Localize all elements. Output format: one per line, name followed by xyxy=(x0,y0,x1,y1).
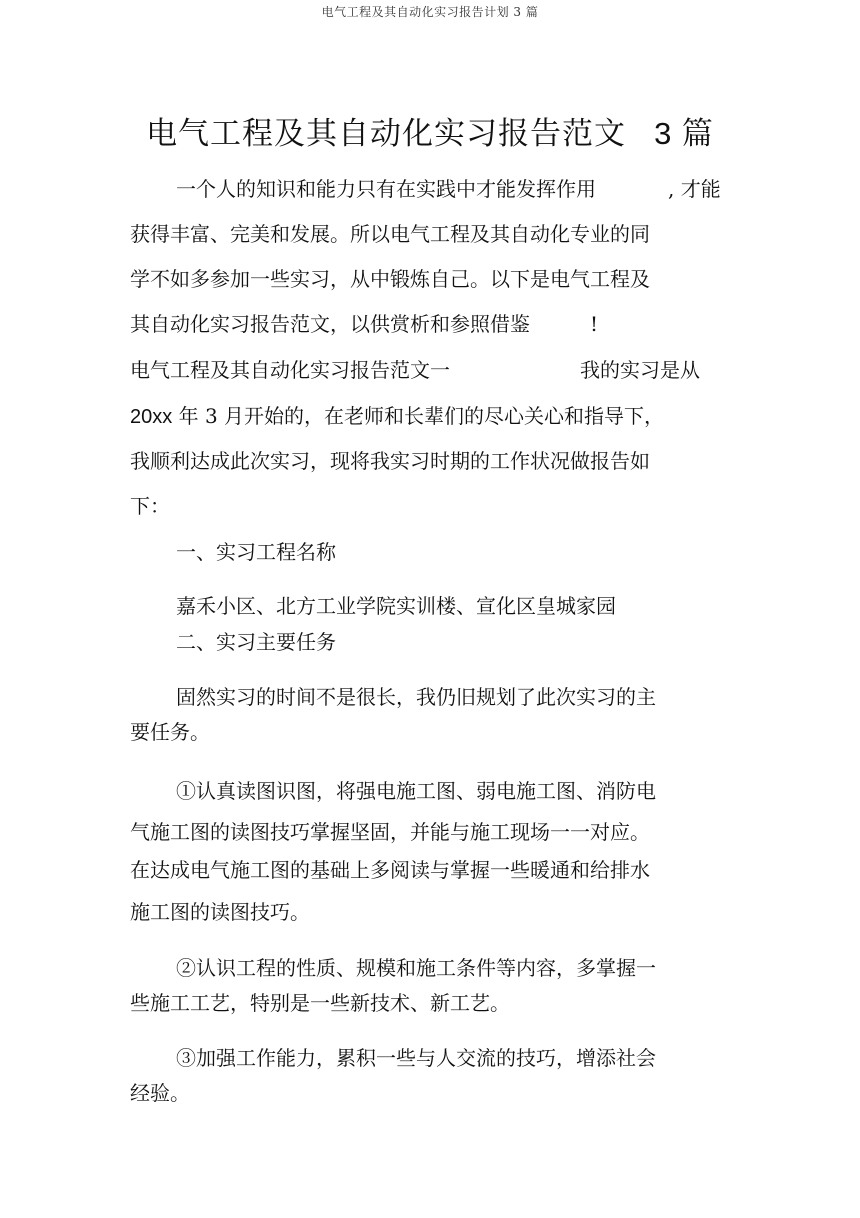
task-1-line-4: 施工图的读图技巧。 xyxy=(130,900,310,924)
running-header: 电气工程及其自动化实习报告计划 3 篇 xyxy=(321,5,539,19)
intro-line-1a: 一个人的知识和能力只有在实践中才能发挥作用 xyxy=(176,177,596,201)
heading-project-name: 一、实习工程名称 xyxy=(176,540,336,564)
section-one-line-3: 我顺利达成此次实习，现将我实习时期的工作状况做报告如 xyxy=(130,449,650,473)
projects-list: 嘉禾小区、北方工业学院实训楼、宣化区皇城家园 xyxy=(176,594,616,618)
task-3-line-2: 经验。 xyxy=(130,1081,190,1105)
intro-line-1b: , 才能 xyxy=(668,177,721,201)
task-2-line-2: 些施工工艺，特别是一些新技术、新工艺。 xyxy=(130,991,510,1015)
intro-line-4b: ! xyxy=(590,312,599,336)
document-title xyxy=(0,108,860,153)
section-one-line-4: 下： xyxy=(130,494,170,518)
section-one-line-1b: 我的实习是从 xyxy=(580,358,700,382)
section-one-line-2 xyxy=(130,406,664,427)
intro-line-3: 学不如多参加一些实习，从中锻炼自己。以下是电气工程及 xyxy=(130,267,650,291)
section-one-line-2-text: 年 3 月开始的，在老师和长辈们的尽心关心和指导下， xyxy=(178,404,665,428)
intro-line-2: 获得丰富、完美和发展。所以电气工程及其自动化专业的同 xyxy=(130,222,650,246)
task-2-line-1: ②认识工程的性质、规模和施工条件等内容，多掌握一 xyxy=(176,956,656,980)
document-title-text: 电气工程及其自动化实习报告范文 xyxy=(146,116,627,152)
section-one-year: 20xx xyxy=(130,406,173,428)
task-1-line-3: 在达成电气施工图的基础上多阅读与掌握一些暖通和给排水 xyxy=(130,858,650,882)
task-3-line-1: ③加强工作能力，累积一些与人交流的技巧，增添社会 xyxy=(176,1046,656,1070)
task-1-line-1: ①认真读图识图，将强电施工图、弱电施工图、消防电 xyxy=(176,779,656,803)
heading-main-tasks: 二、实习主要任务 xyxy=(176,630,336,654)
tasks-intro-line-2: 要任务。 xyxy=(130,720,210,744)
intro-line-4a: 其自动化实习报告范文，以供赏析和参照借鉴 xyxy=(130,312,530,336)
document-title-count: 3 篇 xyxy=(654,116,714,151)
task-1-line-2: 气施工图的读图技巧掌握坚固，并能与施工现场一一对应。 xyxy=(130,820,650,844)
tasks-intro-line-1: 固然实习的时间不是很长，我仍旧规划了此次实习的主 xyxy=(176,685,656,709)
section-one-line-1a: 电气工程及其自动化实习报告范文一 xyxy=(130,358,450,382)
